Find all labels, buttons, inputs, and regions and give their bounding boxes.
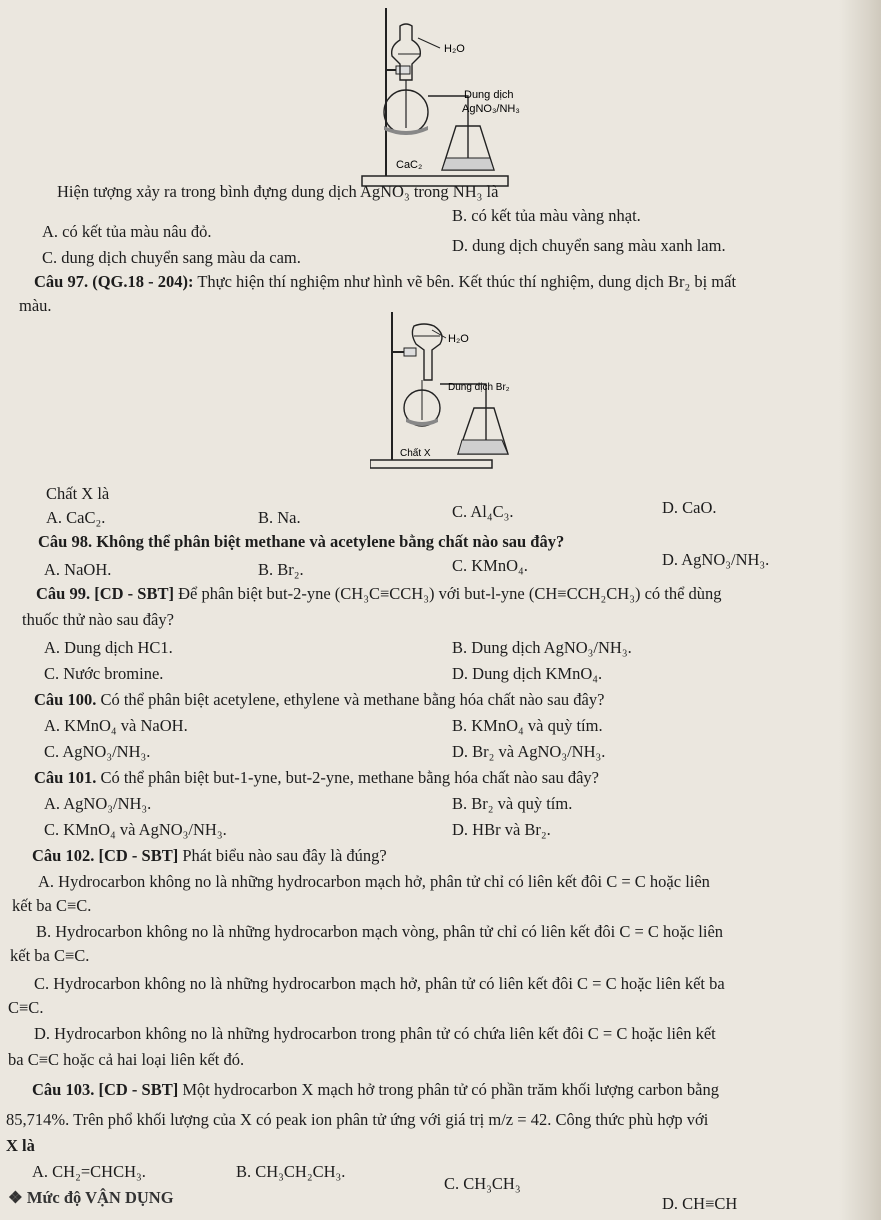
q102-option-d-line-2: ba C≡C hoặc cả hai loại liên kết đó. [8, 1050, 245, 1069]
q97-stem: Thực hiện thí nghiệm như hình vẽ bên. Kết thúc thí nghiệm, dung dịch Br₂ bị mất [197, 272, 737, 291]
q99-option-a: A. Dung dịch HC1. [44, 638, 173, 657]
q97-line-1 [34, 272, 736, 292]
q101-number: Câu 101. [34, 768, 97, 787]
q102-option-b-line-2: kết ba C≡C. [10, 946, 90, 965]
fig1-solution-label-1: Dung dịch [464, 89, 514, 101]
q99-line-2: thuốc thử nào sau đây? [22, 610, 174, 629]
q103-option-a: A. CH₂=CHCH₃. [32, 1162, 146, 1181]
q100-option-d: D. Br₂ và AgNO₃/NH₃. [452, 742, 606, 761]
q98-stem: Không thể phân biệt methane và acetylene bằng chất nào sau đây? [96, 532, 565, 551]
q102-option-b-line-1: B. Hydrocarbon không no là những hydrocarbon mạch vòng, phân tử chỉ có liên kết đôi C = C hoặc liên [36, 922, 724, 941]
q97-option-a: A. CaC₂. [46, 508, 106, 527]
q102-option-d-line-1: D. Hydrocarbon không no là những hydrocarbon trong phân tử có chứa liên kết đôi C = C hoặc liên kết [34, 1024, 716, 1043]
q99-line-1 [36, 584, 722, 604]
fig2-solid-label: Chất X [400, 448, 431, 459]
q100-option-b: B. KMnO₄ và quỳ tím. [452, 716, 603, 735]
fig2-solution-label: Dung dịch Br₂ [448, 382, 510, 393]
q97-number: Câu 97. (QG.18 - 204): [34, 272, 194, 291]
q103-option-b: B. CH₃CH₂CH₃. [236, 1162, 346, 1181]
q97-option-d: D. CaO. [662, 498, 717, 517]
q103-stem: Một hydrocarbon X mạch hở trong phân tử có phần trăm khối lượng carbon bằng [182, 1080, 719, 1099]
q100-stem: Có thể phân biệt acetylene, ethylene và methane bằng hóa chất nào sau đây? [100, 690, 605, 709]
q99-option-b: B. Dung dịch AgNO₃/NH₃. [452, 638, 632, 657]
q97-option-c: C. Al₄C₃. [452, 502, 514, 521]
q101-option-a: A. AgNO₃/NH₃. [44, 794, 152, 813]
q98-option-a: A. NaOH. [44, 560, 112, 579]
q100-line-1 [34, 690, 604, 710]
q100-option-a: A. KMnO₄ và NaOH. [44, 716, 188, 735]
q97-ask: Chất X là [46, 484, 110, 503]
q98-line-1 [38, 532, 564, 552]
q102-option-c-line-1: C. Hydrocarbon không no là những hydrocarbon mạch hở, phân tử có liên kết đôi C = C hoặc liên kết ba [34, 974, 725, 993]
q97-option-b: B. Na. [258, 508, 301, 527]
q102-number: Câu 102. [CD - SBT] [32, 846, 179, 865]
q103-line-2: 85,714%. Trên phổ khối lượng của X có peak ion phân tử ứng với giá trị m/z = 42. Công thức phù hợp với [6, 1110, 709, 1129]
q96-option-d: D. dung dịch chuyển sang màu xanh lam. [452, 236, 726, 255]
fig2-water-label: H₂O [448, 333, 469, 345]
q102-option-a-line-2: kết ba C≡C. [12, 896, 92, 915]
q100-option-c: C. AgNO₃/NH₃. [44, 742, 151, 761]
q96-option-a: A. có kết tủa màu nâu đỏ. [42, 222, 212, 241]
q96-option-c: C. dung dịch chuyển sang màu da cam. [42, 248, 301, 267]
q99-option-d: D. Dung dịch KMnO₄. [452, 664, 603, 683]
q103-line-1 [32, 1080, 719, 1100]
q101-option-c: C. KMnO₄ và AgNO₃/NH₃. [44, 820, 227, 839]
q98-option-b: B. Br₂. [258, 560, 304, 579]
q101-option-b: B. Br₂ và quỳ tím. [452, 794, 573, 813]
q99-number: Câu 99. [CD - SBT] [36, 584, 174, 603]
page-edge-shadow [839, 0, 881, 1220]
fig1-solution-label-2: AgNO₃/NH₃ [462, 103, 520, 115]
q101-line-1 [34, 768, 599, 788]
q102-stem: Phát biểu nào sau đây là đúng? [182, 846, 387, 865]
q102-option-c-line-2: C≡C. [8, 998, 44, 1017]
q101-stem: Có thể phân biệt but-1-yne, but-2-yne, methane bằng hóa chất nào sau đây? [100, 768, 599, 787]
q103-option-d: D. CH≡CH [662, 1194, 738, 1213]
q100-number: Câu 100. [34, 690, 97, 709]
q98-option-d: D. AgNO₃/NH₃. [662, 550, 770, 569]
section-heading: ❖ Mức độ VẬN DỤNG [8, 1188, 174, 1207]
q99-stem: Để phân biệt but-2-yne (CH₃C≡CCH₃) với but-l-yne (CH≡CCH₂CH₃) có thể dùng [178, 584, 722, 603]
q98-number: Câu 98. [38, 532, 93, 551]
q96-option-b: B. có kết tủa màu vàng nhạt. [452, 206, 641, 225]
q98-option-c: C. KMnO₄. [452, 556, 528, 575]
q102-option-a-line-1: A. Hydrocarbon không no là những hydrocarbon mạch hở, phân tử chỉ có liên kết đôi C = C hoặc liên [38, 872, 710, 891]
apparatus-figure-2 [370, 312, 530, 472]
q103-line-3: X là [6, 1136, 35, 1155]
q99-option-c: C. Nước bromine. [44, 664, 164, 683]
q102-line-1 [32, 846, 387, 866]
q101-option-d: D. HBr và Br₂. [452, 820, 551, 839]
fig1-solid-label: CaC₂ [396, 159, 423, 171]
q103-option-c: C. CH₃CH₃ [444, 1174, 521, 1193]
q96-stem: Hiện tượng xảy ra trong bình đựng dung dịch AgNO₃ trong NH₃ là [57, 182, 499, 201]
fig1-water-label: H₂O [444, 43, 465, 55]
q97-line-2: màu. [19, 296, 52, 315]
q103-number: Câu 103. [CD - SBT] [32, 1080, 179, 1099]
apparatus-figure-1 [356, 8, 556, 190]
